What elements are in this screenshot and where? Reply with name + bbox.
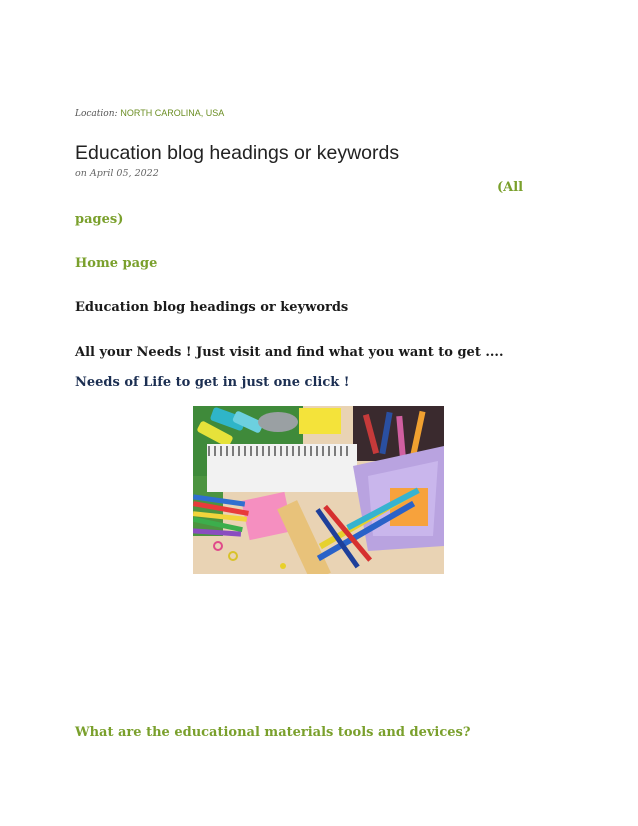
life-line: Needs of Life to get in just one click ! xyxy=(75,375,350,390)
school-supplies-illustration xyxy=(193,406,444,574)
post-location xyxy=(75,108,224,119)
post-date: on April 05, 2022 xyxy=(75,168,159,179)
content-heading: Education blog headings or keywords xyxy=(75,300,349,315)
school-supplies-image xyxy=(193,406,444,574)
all-pages-link-part2[interactable]: pages) xyxy=(75,212,124,227)
needs-line: All your Needs ! Just visit and find what you want to get .... xyxy=(75,345,504,360)
post-title[interactable]: Education blog headings or keywords xyxy=(75,142,400,164)
all-pages-link-part1[interactable]: (All xyxy=(497,180,524,195)
location-label: Location: xyxy=(75,109,118,119)
question-heading[interactable]: What are the educational materials tools and devices? xyxy=(75,725,471,740)
location-value[interactable]: NORTH CAROLINA, USA xyxy=(120,108,225,118)
home-page-link[interactable]: Home page xyxy=(75,256,158,271)
